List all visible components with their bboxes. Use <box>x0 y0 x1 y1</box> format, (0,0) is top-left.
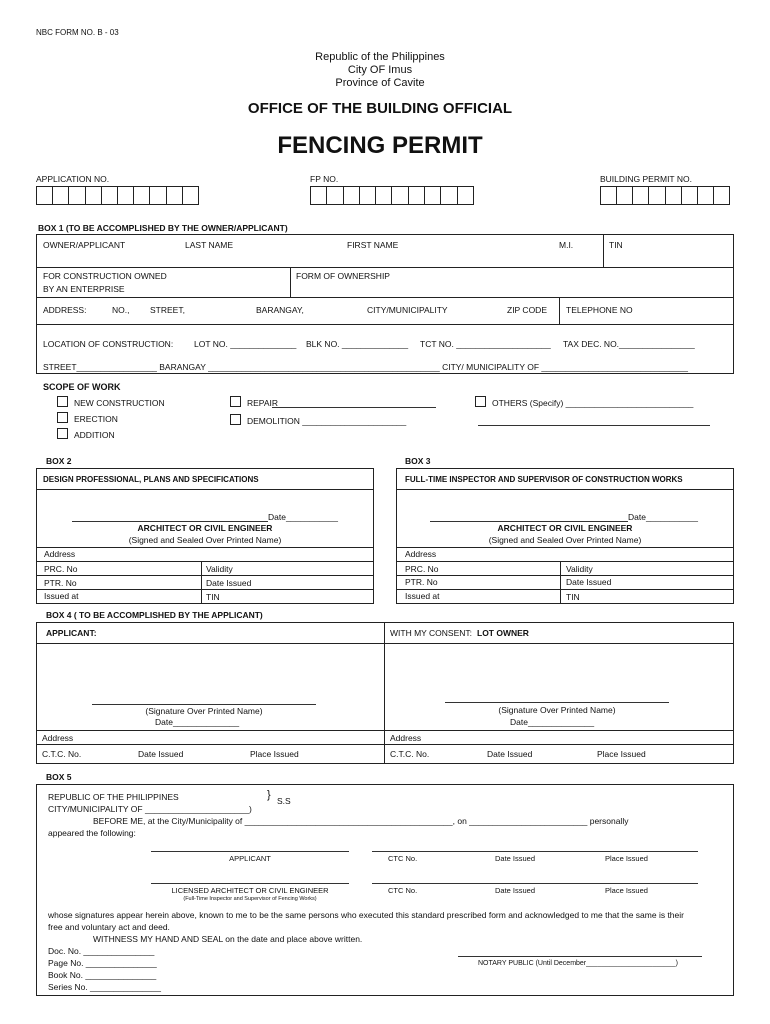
box4-owner-date[interactable]: Date______________ <box>510 717 595 727</box>
box5-applicant-place-issued: Place Issued <box>605 854 648 863</box>
demolition-label: DEMOLITION ______________________ <box>247 416 407 426</box>
repair-label: REPAIR <box>247 398 279 408</box>
box5-licensed-sub: (Full-Time Inspector and Supervisor of Fencing Works) <box>183 896 317 902</box>
address-no-label: NO., <box>112 305 130 315</box>
box5-applicant: APPLICANT <box>229 854 271 863</box>
box3-signed: (Signed and Sealed Over Printed Name) <box>488 535 642 545</box>
box4-consent: WITH MY CONSENT: <box>390 628 473 638</box>
address-barangay-label: BARANGAY, <box>256 305 304 315</box>
box5-licensed-date-issued: Date Issued <box>495 886 536 895</box>
others-label: OTHERS (Specify) ___________________________ <box>492 398 694 408</box>
office-title: OFFICE OF THE BUILDING OFFICIAL <box>247 100 513 117</box>
application-no-field[interactable] <box>36 186 199 205</box>
box2-label: BOX 2 <box>46 456 72 466</box>
erection-label: ERECTION <box>74 414 118 424</box>
box5-before-me[interactable]: BEFORE ME, at the City/Municipality of ____________________________________________, on _________________________ personally <box>93 816 629 826</box>
header-city: City OF Imus <box>347 64 413 76</box>
scope-of-work-label: SCOPE OF WORK <box>43 382 121 392</box>
header-province: Province of Cavite <box>335 77 425 89</box>
box5-city[interactable]: CITY/MUNICIPALITY OF ______________________) <box>48 804 252 814</box>
application-no-label: APPLICATION NO. <box>36 174 110 184</box>
new-construction-label: NEW CONSTRUCTION <box>74 398 165 408</box>
box1-frame <box>36 234 734 374</box>
building-permit-field[interactable] <box>600 186 730 205</box>
box2-signed: (Signed and Sealed Over Printed Name) <box>128 535 282 545</box>
blk-no-field[interactable]: BLK NO. ______________ <box>306 339 409 349</box>
mi-label: M.I. <box>559 240 574 250</box>
box4-owner-address: Address <box>390 733 422 743</box>
box4-applicant-date[interactable]: Date______________ <box>155 717 240 727</box>
for-construction-label: FOR CONSTRUCTION OWNED <box>43 271 167 281</box>
tin-label: TIN <box>609 240 623 250</box>
box5-notary: NOTARY PUBLIC (Until December_______________________) <box>478 960 679 967</box>
building-permit-label: BUILDING PERMIT NO. <box>600 174 692 184</box>
box2-ptr: PTR. No <box>44 578 77 588</box>
box3-issued-at: Issued at <box>405 591 440 601</box>
box3-ptr: PTR. No <box>405 577 438 587</box>
form-of-ownership-label: FORM OF OWNERSHIP <box>296 271 390 281</box>
box3-tin: TIN <box>566 592 580 602</box>
owner-applicant-label: OWNER/APPLICANT <box>43 240 126 250</box>
box4-owner-sig: (Signature Over Printed Name) <box>498 705 616 715</box>
box3-validity: Validity <box>566 564 593 574</box>
box3-date-issued: Date Issued <box>566 577 612 587</box>
address-street-label: STREET, <box>150 305 185 315</box>
address-city-label: CITY/MUNICIPALITY <box>367 305 448 315</box>
first-name-label: FIRST NAME <box>347 240 399 250</box>
tax-dec-field[interactable]: TAX DEC. NO.________________ <box>563 339 695 349</box>
address-label: ADDRESS: <box>43 305 87 315</box>
erection-checkbox[interactable] <box>57 412 68 423</box>
box4-applicant: APPLICANT: <box>46 628 97 638</box>
box5-whose-2: free and voluntary act and deed. <box>48 922 170 932</box>
box5-book-no[interactable]: Book No. _______________ <box>48 970 157 980</box>
box5-republic: REPUBLIC OF THE PHILIPPINES <box>48 792 179 802</box>
box2-heading: DESIGN PROFESSIONAL, PLANS AND SPECIFICATIONS <box>43 475 259 484</box>
box3-role: ARCHITECT OR CIVIL ENGINEER <box>497 523 633 533</box>
box5-series-no[interactable]: Series No. _______________ <box>48 982 161 992</box>
box5-applicant-date-issued: Date Issued <box>495 854 536 863</box>
box4-lot-owner: LOT OWNER <box>477 628 529 638</box>
box3-label: BOX 3 <box>405 456 431 466</box>
box2-validity: Validity <box>206 564 233 574</box>
box3-date[interactable]: Date___________ <box>628 512 698 522</box>
zip-code-label: ZIP CODE <box>507 305 547 315</box>
box2-date[interactable]: Date___________ <box>268 512 338 522</box>
tct-no-field[interactable]: TCT NO. ____________________ <box>420 339 551 349</box>
box3-heading: FULL-TIME INSPECTOR AND SUPERVISOR OF CONSTRUCTION WORKS <box>405 475 683 484</box>
box1-heading: BOX 1 (TO BE ACCOMPLISHED BY THE OWNER/APPLICANT) <box>38 223 288 233</box>
box2-address: Address <box>44 549 76 559</box>
box5-page-no[interactable]: Page No. _______________ <box>48 958 157 968</box>
box5-whose-1: whose signatures appear herein above, known to me to be the same persons who executed this standard prescribed form and acknowledged to me that the same is their <box>48 910 684 920</box>
lot-no-field[interactable]: LOT NO. ______________ <box>194 339 297 349</box>
box2-prc: PRC. No <box>44 564 78 574</box>
page-title: FENCING PERMIT <box>277 132 483 159</box>
box5-ss: S.S <box>277 796 291 806</box>
box3-address: Address <box>405 549 437 559</box>
box2-role: ARCHITECT OR CIVIL ENGINEER <box>137 523 273 533</box>
enterprise-label: BY AN ENTERPRISE <box>43 284 125 294</box>
box5-licensed: LICENSED ARCHITECT OR CIVIL ENGINEER <box>171 886 329 895</box>
box3-prc: PRC. No <box>405 564 439 574</box>
street-barangay-city-line[interactable]: STREET_________________ BARANGAY _________________________________________________ CITY/ MUNICIPALITY OF _______________________________ <box>43 362 688 372</box>
box2-tin: TIN <box>206 592 220 602</box>
telephone-label: TELEPHONE NO <box>566 305 633 315</box>
box4-owner-ctc: C.T.C. No. <box>390 749 430 759</box>
addition-checkbox[interactable] <box>57 428 68 439</box>
box5-doc-no[interactable]: Doc. No. _______________ <box>48 946 155 956</box>
header-republic: Republic of the Philippines <box>315 51 445 63</box>
box4-owner-date-issued: Date Issued <box>487 749 533 759</box>
box4-applicant-date-issued: Date Issued <box>138 749 184 759</box>
box5-applicant-ctc: CTC No. <box>388 854 418 863</box>
box4-applicant-place-issued: Place Issued <box>250 749 299 759</box>
others-checkbox[interactable] <box>475 396 486 407</box>
box4-applicant-sig: (Signature Over Printed Name) <box>145 706 263 716</box>
last-name-label: LAST NAME <box>185 240 234 250</box>
form-number: NBC FORM NO. B - 03 <box>36 28 119 37</box>
new-construction-checkbox[interactable] <box>57 396 68 407</box>
box5-appeared: appeared the following: <box>48 828 136 838</box>
box4-heading: BOX 4 ( TO BE ACCOMPLISHED BY THE APPLICANT) <box>46 610 263 620</box>
box4-owner-place-issued: Place Issued <box>597 749 646 759</box>
box2-issued-at: Issued at <box>44 591 79 601</box>
box2-date-issued: Date Issued <box>206 578 252 588</box>
box5-label: BOX 5 <box>46 772 72 782</box>
box5-witness: WITHNESS MY HAND AND SEAL on the date and place above written. <box>93 934 363 944</box>
box4-applicant-address: Address <box>42 733 74 743</box>
location-label: LOCATION OF CONSTRUCTION: <box>43 339 174 349</box>
box5-licensed-place-issued: Place Issued <box>605 886 648 895</box>
fp-no-field[interactable] <box>310 186 474 205</box>
box4-applicant-ctc: C.T.C. No. <box>42 749 82 759</box>
demolition-checkbox[interactable] <box>230 414 241 425</box>
box5-licensed-ctc: CTC No. <box>388 886 418 895</box>
addition-label: ADDITION <box>74 430 115 440</box>
repair-checkbox[interactable] <box>230 396 241 407</box>
fp-no-label: FP NO. <box>310 174 339 184</box>
